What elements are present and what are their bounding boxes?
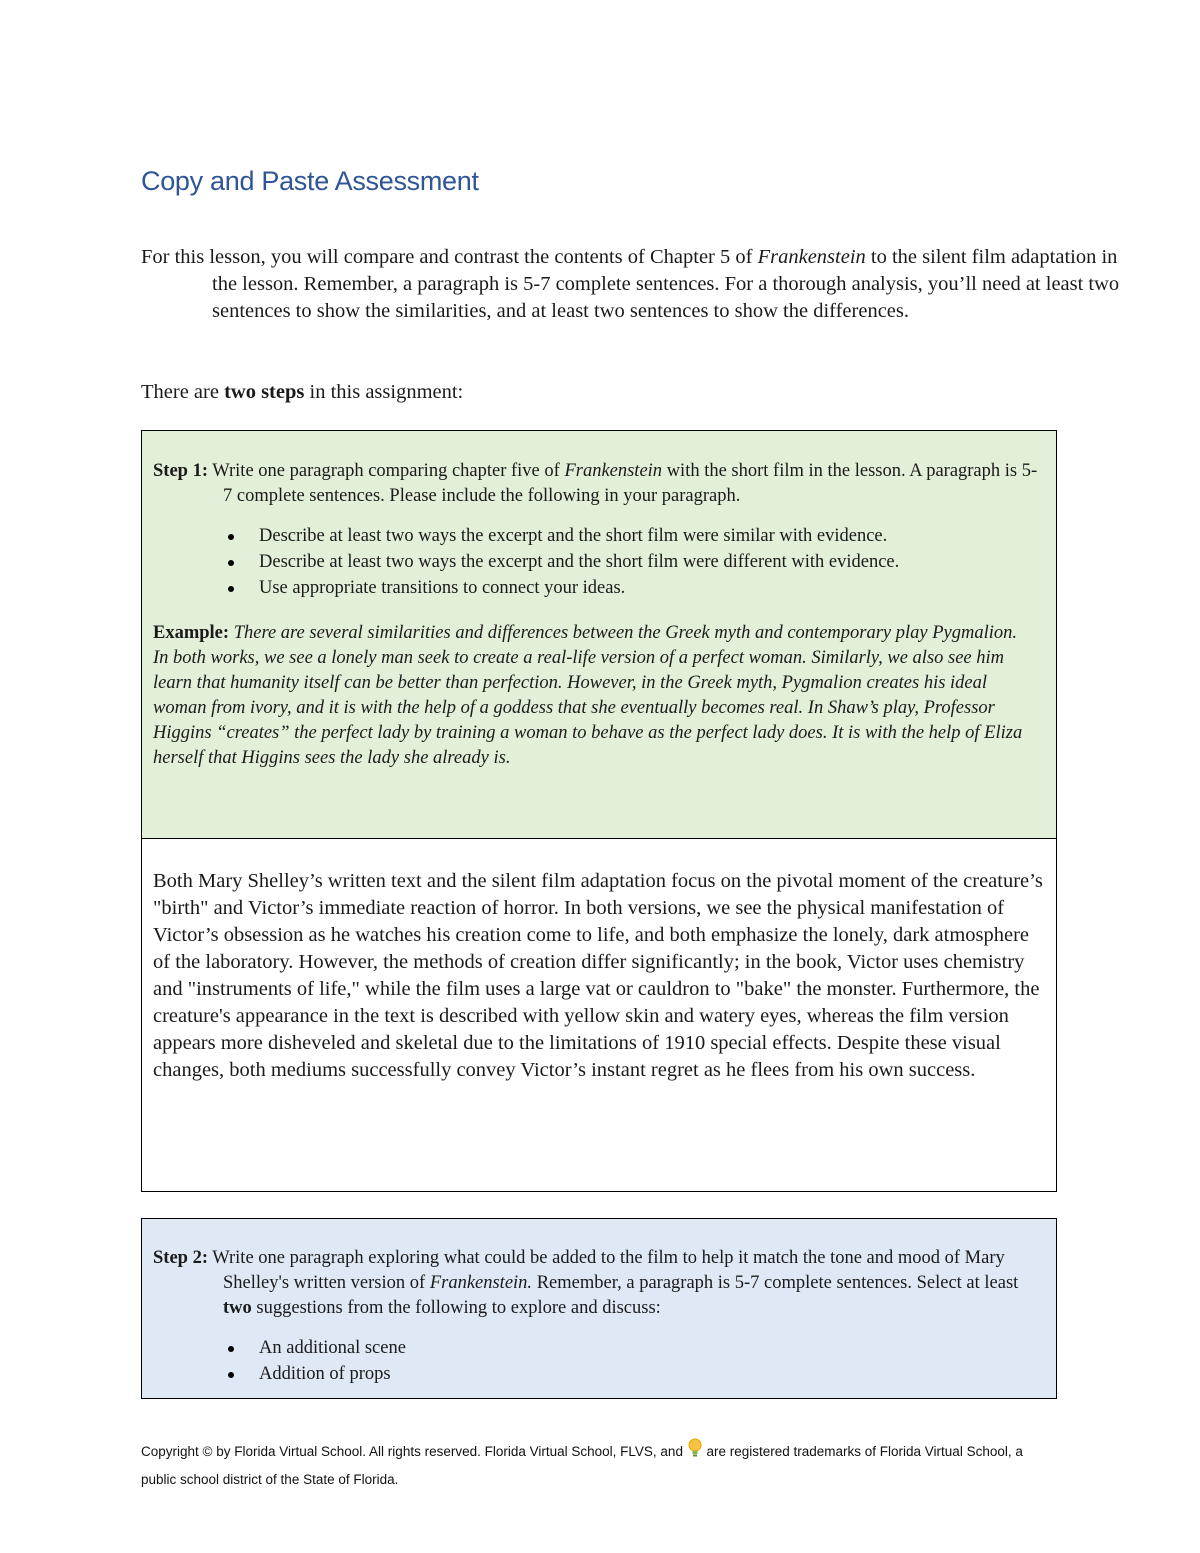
step1-text-a: Write one paragraph comparing chapter five of — [208, 461, 565, 481]
list-item: Use appropriate transitions to connect your ideas. — [226, 575, 1044, 601]
steps-line — [141, 379, 463, 406]
footer-text-1: Copyright © by Florida Virtual School. All rights reserved. Florida Virtual School, FLVS, and — [141, 1444, 687, 1459]
intro-text-1: For this lesson, you will compare and contrast the contents of Chapter 5 of — [141, 246, 758, 268]
step1-example — [153, 621, 1044, 771]
intro-book-title: Frankenstein — [757, 246, 866, 268]
list-item: Addition of props — [226, 1361, 1044, 1387]
example-text: There are several similarities and differences between the Greek myth and contemporary play Pygmalion. In both works, we see a lonely man seek to create a real-life version of a perfect woman. Similarly, we also see him learn that humanity itself can be better than perfection. However, in the Greek myth, Pygmalion creates his ideal woman from ivory, and it is with the help of a goddess that she eventually becomes real. In Shaw’s play, Professor Higgins “creates” the perfect lady by training a woman to behave as the perfect lady does. It is with the help of Eliza herself that Higgins sees the lady she already is. — [153, 623, 1023, 768]
list-item: Describe at least two ways the excerpt and the short film were different with evidence. — [226, 549, 1044, 575]
flvs-logo-icon — [687, 1438, 703, 1468]
step2-table — [141, 1218, 1057, 1399]
list-item: Describe at least two ways the excerpt and the short film were similar with evidence. — [226, 523, 1044, 549]
list-item: An additional scene — [226, 1335, 1044, 1361]
step1-instructions — [142, 431, 1056, 839]
steps-line-pre: There are — [141, 381, 225, 403]
step1-heading — [153, 459, 1044, 509]
steps-line-bold: two steps — [224, 381, 305, 403]
step2-text-c: suggestions from the following to explore and discuss: — [251, 1298, 661, 1318]
step1-bullet-list — [153, 523, 1044, 601]
step2-text-a: Write one paragraph exploring what could be added to the film to help it match the tone and mood of Mary Shelley's written version of — [208, 1248, 1005, 1293]
step2-bullet-list — [153, 1335, 1044, 1387]
intro-paragraph — [141, 244, 1137, 325]
step2-heading — [153, 1246, 1044, 1321]
intro-text-2: to the silent film adaptation in the lesson. Remember, a paragraph is 5-7 complete sentences. For a thorough analysis, you’ll need at least two sentences to show the similarities, and at least two sentences to show the differences. — [212, 246, 1120, 322]
copyright-footer — [141, 1438, 1041, 1492]
step1-answer[interactable]: Both Mary Shelley’s written text and the silent film adaptation focus on the pivotal moment of the creature’s "birth" and Victor’s immediate reaction of horror. In both versions, we see the physical manifestation of Victor’s obsession as he watches his creation come to life, and both emphasize the lonely, dark atmosphere of the laboratory. However, the methods of creation differ significantly; in the book, Victor uses chemistry and "instruments of life," while the film uses a large vat or cauldron to "bake" the monster. Furthermore, the creature's appearance in the text is described with yellow skin and watery eyes, whereas the film version appears more disheveled and skeletal due to the limitations of 1910 special effects. Despite these visual changes, both mediums successfully convey Victor’s instant regret as he flees from his own success. — [153, 870, 1043, 1081]
step1-table — [141, 430, 1057, 1192]
page-title: Copy and Paste Assessment — [141, 166, 479, 196]
footer-text-2: are registered trademarks of Florida Virtual School, a public school district of the State of Florida. — [141, 1444, 1023, 1487]
step2-label: Step 2: — [153, 1248, 208, 1268]
step2-book-title: Frankenstein. — [429, 1273, 533, 1293]
steps-line-post: in this assignment: — [304, 381, 464, 403]
step1-label: Step 1: — [153, 461, 208, 481]
step1-text-b: with the short film in the lesson. A paragraph is 5-7 complete sentences. Please include the following in your paragraph. — [223, 461, 1038, 506]
step1-book-title: Frankenstein — [564, 461, 663, 481]
step2-bold-two: two — [223, 1298, 252, 1318]
step2-text-b: Remember, a paragraph is 5-7 complete sentences. Select at least — [532, 1273, 1019, 1293]
example-label: Example: — [153, 623, 230, 643]
